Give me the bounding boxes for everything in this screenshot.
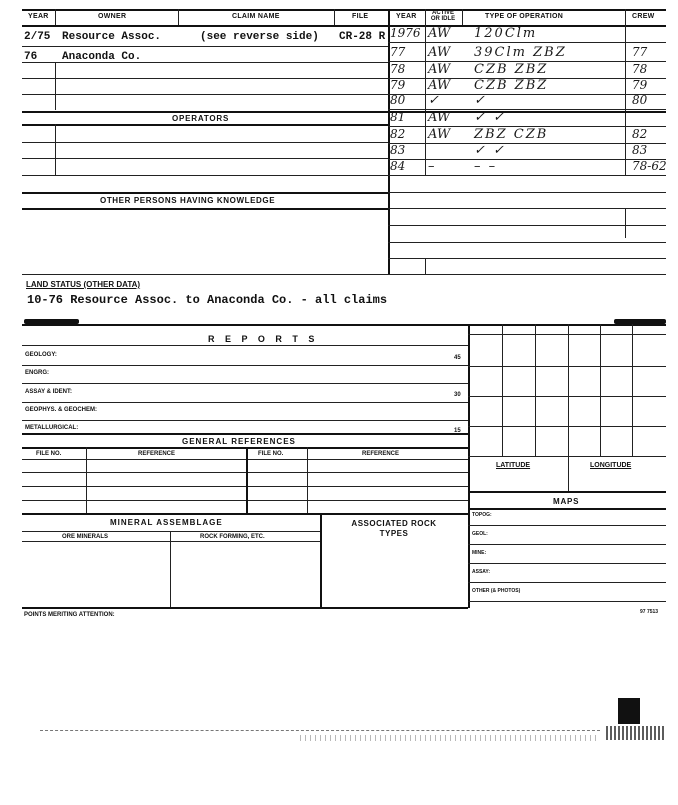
row-rule	[22, 402, 468, 403]
divider	[307, 447, 308, 513]
row-rule	[22, 175, 388, 176]
associated-rock-types-title: ASSOCIATED ROCK TYPES	[351, 519, 437, 538]
op-crew: 83	[632, 143, 648, 157]
section-rule	[22, 111, 388, 113]
row-rule	[22, 531, 320, 532]
land-status-label: LAND STATUS (OTHER DATA)	[26, 280, 141, 289]
report-label: GEOPHYS. & GEOCHEM:	[25, 407, 98, 413]
mineral-assemblage-title: MINERAL ASSEMBLAGE	[110, 518, 223, 527]
op-status: AW	[428, 78, 451, 93]
grid-rule	[468, 366, 666, 367]
map-item-label: MINE:	[472, 550, 487, 556]
divider	[425, 258, 426, 274]
op-type: 120Clm	[474, 26, 538, 41]
col-year: YEAR	[28, 13, 49, 20]
op-year: 78	[390, 62, 406, 76]
general-references-title: GENERAL REFERENCES	[182, 437, 296, 446]
divider	[55, 124, 56, 175]
op-year: 80	[390, 93, 406, 107]
map-item-label: OTHER (& PHOTOS)	[472, 588, 521, 594]
row-rule	[388, 175, 666, 176]
row-rule	[388, 258, 666, 259]
section-rule	[22, 208, 388, 210]
divider	[462, 9, 463, 25]
op-status: –	[428, 159, 435, 174]
section-rule	[22, 513, 468, 515]
op-year: 1976	[390, 26, 421, 40]
scan-noise	[300, 735, 600, 741]
col-owner: OWNER	[98, 13, 127, 20]
col-year-2: YEAR	[396, 13, 417, 20]
grid-rule	[468, 396, 666, 397]
section-rule	[22, 447, 468, 449]
owner-year: 76	[24, 51, 38, 63]
divider	[86, 447, 87, 513]
grid-rule	[468, 456, 666, 457]
row-rule	[388, 42, 666, 43]
file-number: CR-28 R	[339, 31, 386, 43]
row-rule	[22, 383, 468, 384]
op-type: CZB ZBZ	[474, 78, 549, 93]
divider	[568, 456, 569, 492]
divider	[320, 513, 322, 608]
map-item-label: ASSAY:	[472, 569, 491, 575]
op-status: ✓	[428, 93, 439, 108]
op-crew: 78-62	[632, 159, 667, 173]
section-rule	[22, 324, 666, 326]
section-rule	[468, 491, 666, 493]
row-rule	[22, 94, 388, 95]
report-label: ASSAY & IDENT:	[25, 389, 73, 395]
map-item-label: GEOL:	[472, 531, 488, 537]
divider	[170, 531, 171, 608]
row-rule	[468, 544, 666, 545]
op-type: – –	[474, 159, 498, 174]
form-number: 97 7513	[640, 609, 659, 615]
col-reference-2: REFERENCE	[362, 451, 400, 457]
owner-name: Resource Assoc.	[62, 31, 162, 43]
maps-title: MAPS	[553, 497, 580, 506]
op-type: ✓ ✓	[474, 143, 506, 158]
col-file-no-2: FILE NO.	[258, 451, 284, 457]
row-rule	[22, 46, 388, 47]
col-type-operation: TYPE OF OPERATION	[485, 13, 564, 20]
report-number: 30	[454, 392, 461, 398]
col-crew: CREW	[632, 13, 655, 20]
scan-noise	[606, 726, 664, 740]
row-rule	[22, 274, 666, 275]
row-rule	[388, 192, 666, 193]
grid-rule	[468, 426, 666, 427]
divider	[425, 9, 426, 25]
grid-rule	[468, 334, 666, 335]
op-year: 81	[390, 110, 406, 124]
op-crew: 77	[632, 45, 648, 59]
section-rule	[468, 508, 666, 510]
section-rule	[22, 607, 468, 609]
row-rule	[468, 525, 666, 526]
row-rule	[468, 601, 666, 602]
grid-rule	[502, 324, 503, 456]
row-rule	[22, 78, 388, 79]
scan-mark	[618, 698, 640, 724]
op-crew: 79	[632, 78, 648, 92]
grid-rule	[568, 324, 569, 456]
grid-rule	[535, 324, 536, 456]
row-rule	[22, 472, 468, 473]
grid-rule	[600, 324, 601, 456]
op-type: ✓	[474, 93, 487, 108]
op-year: 83	[390, 143, 406, 157]
other-persons-title: OTHER PERSONS HAVING KNOWLEDGE	[100, 196, 276, 205]
row-rule	[22, 420, 468, 421]
op-type: 39Clm ZBZ	[474, 45, 567, 60]
report-label: METALLURGICAL:	[25, 425, 79, 431]
row-rule	[22, 62, 388, 63]
row-rule	[22, 500, 468, 501]
divider	[625, 9, 626, 25]
col-file-no: FILE NO.	[36, 451, 62, 457]
op-status: AW	[428, 26, 451, 41]
divider	[55, 9, 56, 25]
section-rule	[388, 111, 666, 113]
row-rule	[22, 459, 468, 460]
col-rock-forming: ROCK FORMING, ETC.	[200, 534, 265, 540]
report-number: 15	[454, 428, 461, 434]
top-rule	[22, 9, 666, 11]
points-meriting-attention: POINTS MERITING ATTENTION:	[24, 612, 115, 618]
section-rule	[22, 124, 388, 126]
op-crew: 80	[632, 93, 648, 107]
op-type: ✓ ✓	[474, 110, 506, 125]
divider	[425, 25, 426, 175]
row-rule	[22, 541, 320, 542]
row-rule	[468, 582, 666, 583]
op-status: AW	[428, 127, 451, 142]
row-rule	[22, 365, 468, 366]
op-type: CZB ZBZ	[474, 62, 549, 77]
report-label: GEOLOGY:	[25, 352, 57, 358]
grid-rule	[632, 324, 633, 456]
claim-name: (see reverse side)	[200, 31, 319, 43]
header-rule	[22, 25, 666, 27]
divider	[625, 208, 626, 238]
col-reference: REFERENCE	[138, 451, 176, 457]
scan-line	[40, 730, 600, 732]
row-rule	[22, 345, 468, 346]
divider	[334, 9, 335, 25]
col-file: FILE	[352, 13, 369, 20]
op-year: 79	[390, 78, 406, 92]
col-active-idle: ACTIVE OR IDLE	[430, 10, 456, 22]
row-rule	[22, 158, 388, 159]
op-year: 82	[390, 127, 406, 141]
row-rule	[468, 563, 666, 564]
col-ore-minerals: ORE MINERALS	[62, 534, 109, 540]
op-year: 77	[390, 45, 406, 59]
divider	[178, 9, 179, 25]
row-rule	[388, 242, 666, 243]
section-rule	[22, 192, 388, 194]
owner-year: 2/75	[24, 31, 51, 43]
owner-name: Anaconda Co.	[62, 51, 142, 63]
report-label: ENGRG:	[25, 370, 49, 376]
section-rule	[22, 433, 468, 435]
divider	[55, 62, 56, 110]
row-rule	[388, 143, 666, 144]
op-status: AW	[428, 62, 451, 77]
op-crew: 78	[632, 62, 648, 76]
op-status: AW	[428, 110, 451, 125]
divider	[625, 25, 626, 175]
map-item-label: TOPOG:	[472, 512, 492, 518]
op-status: AW	[428, 45, 451, 60]
op-crew: 82	[632, 127, 648, 141]
land-status-text: 10-76 Resource Assoc. to Anaconda Co. - all claims	[27, 293, 388, 307]
op-year: 84	[390, 159, 406, 173]
operators-title: OPERATORS	[172, 114, 230, 123]
reports-title: R E P O R T S	[208, 334, 319, 344]
row-rule	[22, 142, 388, 143]
report-number: 45	[454, 355, 461, 361]
row-rule	[22, 486, 468, 487]
op-type: ZBZ CZB	[474, 127, 549, 142]
latitude-label: LATITUDE	[496, 462, 531, 469]
divider	[246, 447, 248, 513]
longitude-label: LONGITUDE	[590, 462, 632, 469]
col-claim-name: CLAIM NAME	[232, 13, 280, 20]
